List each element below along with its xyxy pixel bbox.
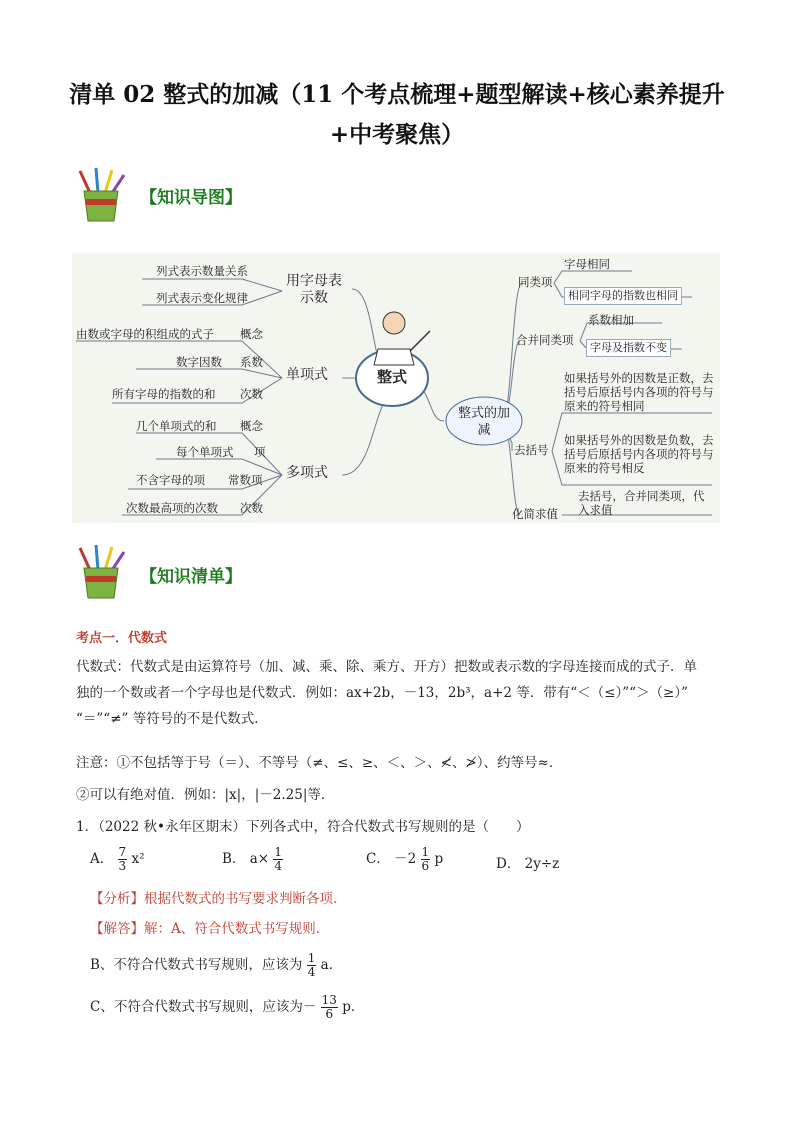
mm-item: 如果括号外的因数是正数，去括号后原括号内各项的符号与原来的符号相同 (564, 371, 714, 413)
branch-polynomial: 多项式 (286, 465, 328, 481)
mm-item: 字母相同 (564, 257, 610, 271)
paragraph-line: 独的一个数或者一个字母也是代数式．例如：ax+2b，－13，2b³，a+2 等．带有“＜（≤）”“＞（≥）” (76, 685, 688, 701)
analysis-text: 【分析】根据代数式的书写要求判断各项． (90, 891, 347, 907)
pencil-cup-icon (72, 542, 132, 602)
mm-item: 所有字母的指数的和 (112, 387, 216, 401)
branch-represent-number: 用字母表示数 (286, 273, 342, 306)
question-text: 1．（2022 秋•永年区期末）下列各式中，符合代数式书写规则的是（ ） (76, 819, 530, 835)
note-line: 注意：①不包括等于号（＝）、不等号（≠、≤、≥、＜、＞、≮、≯）、约等号≈． (76, 755, 563, 771)
branch-combine-like-terms: 合并同类项 (516, 333, 574, 347)
mm-item: 由数或字母的积组成的式子 (76, 327, 214, 341)
mm-item: 几个单项式的和 (136, 419, 217, 433)
branch-monomial: 单项式 (286, 367, 328, 383)
mm-item: 列式表示数量关系 (156, 264, 248, 278)
mm-item: 每个单项式 (176, 445, 234, 459)
page-title-line2: +中考聚焦） (329, 121, 465, 148)
mm-term: 次数 (240, 501, 263, 515)
mm-item: 不含字母的项 (136, 473, 205, 487)
mm-term: 项 (254, 445, 266, 459)
mm-item: 次数最高项的次数 (126, 501, 218, 515)
center-node: 整式 (376, 368, 407, 386)
branch-add-subtract: 整式的加减 (457, 406, 510, 438)
mind-map (72, 253, 720, 523)
mm-item: 数字因数 (176, 355, 222, 369)
branch-like-terms: 同类项 (518, 275, 553, 289)
mm-term: 概念 (240, 419, 263, 433)
branch-simplify-evaluate: 化简求值 (512, 507, 558, 521)
mm-term: 系数 (240, 355, 263, 369)
teacher-figure-icon (374, 312, 430, 365)
option-d: D． 2y÷z (496, 856, 560, 872)
mm-term: 常数项 (228, 473, 263, 487)
mindmap-heading: 【知识导图】 (140, 188, 242, 208)
option-b: B． a× $\frac{1}{4}$ (222, 845, 283, 873)
pencil-cup-icon (72, 165, 132, 225)
page-title-line1: 清单 02 整式的加减（11 个考点梳理+题型解读+核心素养提升 (69, 81, 725, 108)
branch-remove-brackets: 去括号 (514, 443, 549, 457)
paragraph-line: 代数式：代数式是由运算符号（加、减、乘、除、乘方、开方）把数或表示数的字母连接而成的式子．单 (76, 659, 697, 675)
option-c: C． －2 $\frac{1}{6}$ p (366, 845, 444, 873)
mm-term: 次数 (240, 387, 263, 401)
list-heading: 【知识清单】 (140, 567, 242, 587)
mm-term: 概念 (240, 327, 263, 341)
mm-item: 字母及指数不变 (586, 339, 671, 357)
note-line: ②可以有绝对值．例如：|x|，|－2.25|等． (76, 787, 335, 803)
mm-item: 列式表示变化规律 (156, 291, 248, 305)
answer-text: 【解答】解：A、符合代数式书写规则． (90, 921, 330, 937)
kaodian-title: 考点一．代数式 (76, 631, 168, 646)
mm-item: 系数相加 (588, 313, 634, 327)
answer-b: B、不符合代数式书写规则，应该为 $\frac{1}{4}$ a． (90, 951, 343, 979)
option-a: A． $\frac{7}{3}$ x² (90, 845, 145, 873)
mm-item: 去括号，合并同类项，代入求值 (578, 489, 705, 517)
answer-c: C、不符合代数式书写规则，应该为－ $\frac{13}{6}$ p． (90, 993, 365, 1021)
mm-item: 如果括号外的因数是负数，去括号后原括号内各项的符号与原来的符号相反 (564, 433, 714, 475)
paragraph-line: “＝”“≠” 等符号的不是代数式． (76, 711, 268, 727)
mm-item: 相同字母的指数也相同 (564, 287, 682, 305)
